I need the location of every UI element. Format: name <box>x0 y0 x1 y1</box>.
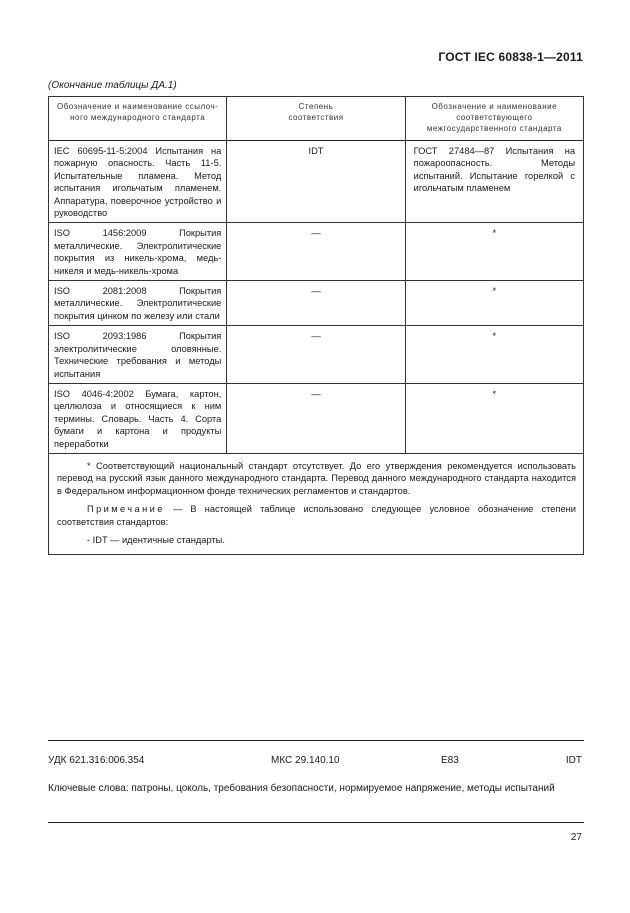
keywords: Ключевые слова: патроны, цоколь, требования безопасности, нормируемое напряжение, методы испытаний <box>48 783 555 794</box>
note-item: - IDT — идентичные стандарты. <box>87 534 225 545</box>
cell-international-standard: ISO 1456:2009 Покрытия металлические. Электролитические покрытия из никель-хрома, медь-никеля и медь-никель-хрома <box>49 223 227 281</box>
correspondence-degree: IDT <box>565 755 582 766</box>
col-header-line: соответствия <box>288 113 344 122</box>
table-notes <box>49 453 584 554</box>
standards-table <box>48 96 584 555</box>
cell-international-standard: ISO 4046-4:2002 Бумага, картон, целлюлоза и относящиеся к ним термины. Словарь. Часть 4. Сорта бумаги и картона и продукты переработки <box>49 383 227 453</box>
col-header-line: Обозначение и наименование ссылоч- <box>57 102 219 111</box>
cell-interstate-standard: * <box>405 281 583 326</box>
cell-international-standard: IEC 60695-11-5:2004 Испытания на пожарную опасность. Часть 11-5. Испытательные пламена. Метод испытания игольчатым пламенем. Аппаратура, поверочное устройство и руководство <box>49 141 227 223</box>
note-label: Примечание <box>87 504 165 515</box>
table-footnote: * Соответствующий национальный стандарт отсутствует. До его утверждения рекомендуется использовать перевод на русский язык данного международного стандарта. Перевод данного международного стандарта находится в Федеральном информационном фонде технических регламентов и стандартов. <box>57 460 576 496</box>
col-header-line: межгосударственного стандарта <box>426 124 562 133</box>
col-header-degree <box>227 97 405 141</box>
cell-degree: — <box>227 281 405 326</box>
cell-degree: IDT <box>227 141 405 223</box>
cell-interstate-standard: ГОСТ 27484—87 Испытания на пожароопасность. Методы испытаний. Испытание горелкой с игольчатым пламенем <box>405 141 583 223</box>
col-header-interstate <box>405 97 583 141</box>
cell-interstate-standard: * <box>405 326 583 384</box>
table-row <box>49 281 584 326</box>
cell-international-standard: ISO 2093:1986 Покрытия электролитические оловянные. Технические требования и методы испытания <box>49 326 227 384</box>
cell-interstate-standard: * <box>405 223 583 281</box>
table-notes-row <box>49 453 584 554</box>
col-header-international <box>49 97 227 141</box>
divider-top <box>48 740 584 741</box>
mks-code: МКС 29.140.10 <box>271 755 340 766</box>
table-row <box>49 326 584 384</box>
col-header-line: Обозначение и наименование соответствующего <box>431 102 558 122</box>
cell-degree: — <box>227 383 405 453</box>
divider-bottom <box>48 822 584 823</box>
col-header-line: Степень <box>298 102 334 111</box>
table-row <box>49 141 584 223</box>
table-row <box>49 383 584 453</box>
table-note <box>57 503 576 528</box>
cell-degree: — <box>227 223 405 281</box>
document-standard-header: ГОСТ IEC 60838-1—2011 <box>438 50 583 64</box>
col-header-line: ного международного стандарта <box>70 113 206 122</box>
table-header-row <box>49 97 584 141</box>
note-text: — В настоящей таблице использовано следующее условное обозначение степени соответствия стандартов: <box>57 504 576 527</box>
cell-degree: — <box>227 326 405 384</box>
cell-international-standard: ISO 2081:2008 Покрытия металлические. Электролитические покрытия цинком по железу или стали <box>49 281 227 326</box>
cell-interstate-standard: * <box>405 383 583 453</box>
classification-code: Е83 <box>441 755 459 766</box>
page-number: 27 <box>570 832 582 843</box>
table-row <box>49 223 584 281</box>
table-caption: (Окончание таблицы ДА.1) <box>48 80 177 91</box>
udk-code: УДК 621.316:006.354 <box>48 755 145 766</box>
